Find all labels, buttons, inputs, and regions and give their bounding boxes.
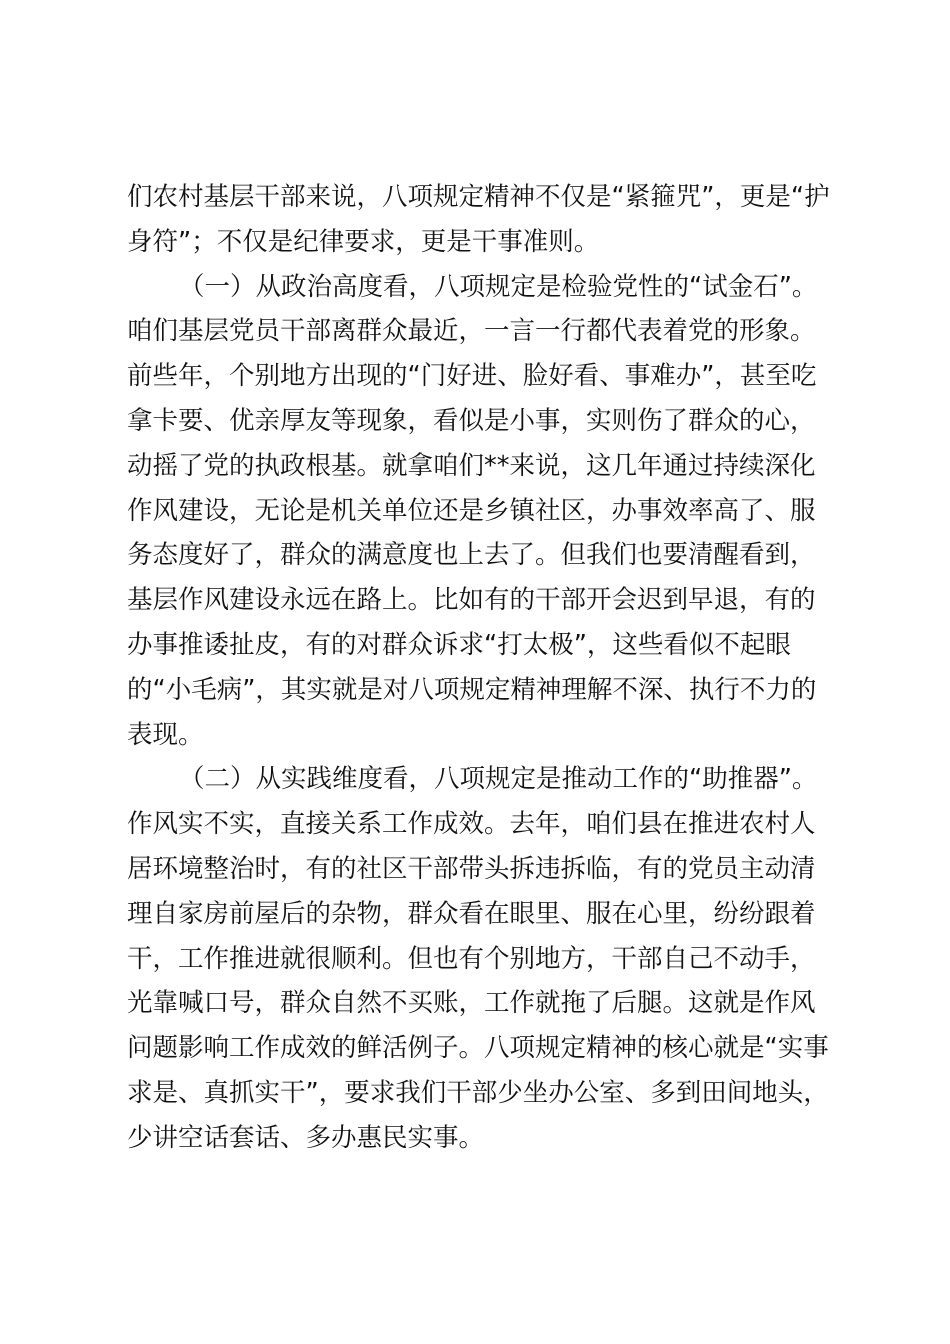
paragraph-line: 务态度好了，群众的满意度也上去了。但我们也要清醒看到， [127,540,816,571]
paragraph-line: 们农村基层干部来说，八项规定精神不仅是“紧箍咒”，更是“护 [127,182,830,212]
paragraph-line: 光靠喊口号，群众自然不买账，工作就拖了后腿。这就是作风 [127,988,816,1019]
paragraph-line: 作风实不实，直接关系工作成效。去年，咱们县在推进农村人 [127,809,816,840]
paragraph-line: 的“小毛病”，其实就是对八项规定精神理解不深、执行不力的 [127,674,817,705]
paragraph-line: 少讲空话套话、多办惠民实事。 [127,1122,485,1153]
paragraph-line: 居环境整治时，有的社区干部带头拆违拆临，有的党员主动清 [127,853,816,884]
paragraph-line: 拿卡要、优亲厚友等现象，看似是小事，实则伤了群众的心， [127,405,816,436]
paragraph-line: 咱们基层党员干部离群众最近，一言一行都代表着党的形象。 [127,316,816,347]
document-body [127,175,830,1161]
paragraph-line: 问题影响工作成效的鲜活例子。八项规定精神的核心就是“实事 [127,1033,829,1064]
paragraph-line: 作风建设，无论是机关单位还是乡镇社区，办事效率高了、服 [127,495,816,526]
paragraph-line: 动摇了党的执政根基。就拿咱们**来说，这几年通过持续深化 [127,450,816,481]
paragraph-line: 理自家房前屋后的杂物，群众看在眼里、服在心里，纷纷跟着 [127,898,816,929]
paragraph-line: 前些年，个别地方出现的“门好进、脸好看、事难办”，甚至吃 [127,361,817,392]
section-heading-line: （一）从政治高度看，八项规定是检验党性的“试金石”。 [179,271,818,302]
paragraph-line: 身符”；不仅是纪律要求，更是干事准则。 [127,226,600,257]
paragraph-line: 基层作风建设永远在路上。比如有的干部开会迟到早退，有的 [127,585,816,616]
paragraph-line: 干，工作推进就很顺利。但也有个别地方，干部自己不动手， [127,943,816,974]
paragraph-line: 求是、真抓实干”，要求我们干部少坐办公室、多到田间地头， [127,1077,829,1108]
paragraph-line: 表现。 [127,719,204,750]
section-heading-line: （二）从实践维度看，八项规定是推动工作的“助推器”。 [179,764,818,795]
paragraph-line: 办事推诿扯皮，有的对群众诉求“打太极”，这些看似不起眼 [127,629,791,660]
